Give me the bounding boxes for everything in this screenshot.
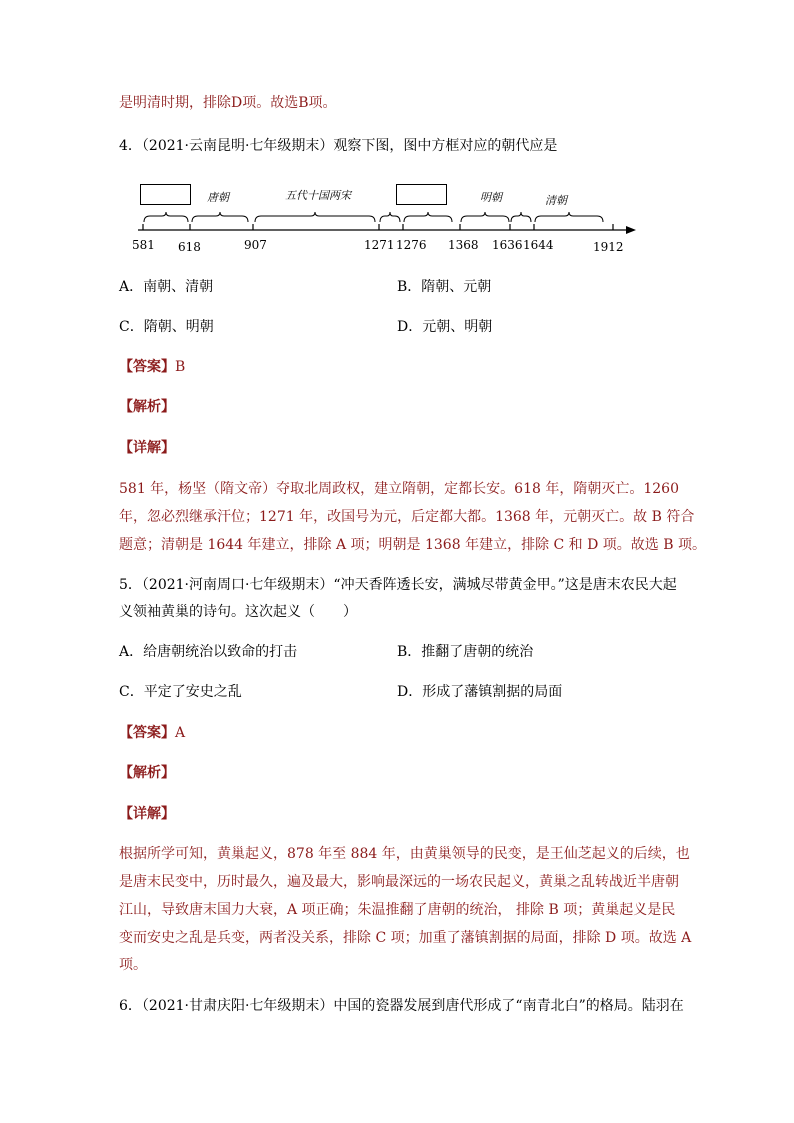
timeline-ticks: [143, 224, 613, 230]
year-1912: 1912: [593, 240, 624, 254]
label-ming: 明朝: [480, 191, 502, 204]
timeline-arrow: [626, 226, 636, 234]
year-618: 618: [178, 240, 201, 254]
q5-detail-line-1: 根据所学可知，黄巢起义，878 年至 884 年，由黄巢领导的民变，是王仙芝起义的后续，也: [119, 846, 690, 862]
q4-detail-line-3: 题意；清朝是 1644 年建立，排除 A 项；明朝是 1368 年建立，排除 C 和 D 项。故选 B 项。: [119, 537, 706, 553]
q5-answer-tag: 【答案】: [119, 725, 175, 741]
label-qing: 清朝: [545, 194, 567, 207]
year-907: 907: [244, 238, 267, 252]
year-1636: 1636: [492, 238, 523, 252]
question-5-stem-line-2: 义领袖黄巢的诗句。这次起义（ ）: [119, 604, 357, 620]
label-tang: 唐朝: [207, 191, 229, 204]
q4-detail-line-1: 581 年，杨坚（隋文帝）夺取北周政权，建立隋朝，定都长安。618 年，隋朝灭亡。1260: [119, 481, 679, 497]
year-1368: 1368: [448, 238, 479, 252]
q4-option-b: B．隋朝、元朝: [397, 279, 492, 295]
q4-answer: [119, 358, 185, 376]
q5-answer: [119, 724, 185, 742]
q5-detail-line-4: 变而安史之乱是兵变，两者没关系，排除 C 项；加重了藩镇割据的局面，排除 D 项。故选 A: [119, 930, 692, 946]
q4-option-c: C．隋朝、明朝: [119, 319, 214, 335]
label-wudai: 五代十国两宋: [285, 189, 351, 202]
previous-answer-tail: 是明清时期，排除D项。故选B项。: [119, 95, 337, 111]
q4-detail-line-2: 年，忽必烈继承汗位；1271 年，改国号为元，后定都大都。1368 年，元朝灭亡。故 B 符合: [119, 509, 695, 525]
q5-detail-line-2: 是唐末民变中，历时最久，遍及最大，影响最深远的一场农民起义，黄巢之乱转战近半唐朝: [119, 874, 679, 890]
q4-detail-tag: 【详解】: [119, 440, 175, 456]
q5-answer-value: A: [175, 725, 186, 741]
q5-option-c: C．平定了安史之乱: [119, 684, 242, 700]
question-6-stem: 6．（2021·甘肃庆阳·七年级期末）中国的瓷器发展到唐代形成了“南青北白”的格局。陆羽在: [119, 998, 684, 1014]
question-4-stem: 4．（2021·云南昆明·七年级期末）观察下图，图中方框对应的朝代应是: [119, 138, 558, 154]
q5-detail-line-5: 项。: [119, 957, 147, 973]
q5-analysis-tag: 【解析】: [119, 765, 175, 781]
q4-answer-value: B: [175, 359, 186, 375]
timeline-braces: [144, 212, 603, 222]
timeline-svg: [0, 0, 794, 270]
q5-option-b: B．推翻了唐朝的统治: [397, 644, 534, 660]
year-581: 581: [132, 238, 155, 252]
question-5-stem-line-1: 5．（2021·河南周口·七年级期末）“冲天香阵透长安，满城尽带黄金甲。”这是唐末农民大起: [119, 577, 677, 593]
q5-option-a: A．给唐朝统治以致命的打击: [119, 644, 298, 660]
year-1276: 1276: [396, 238, 427, 252]
q4-option-d: D．元朝、明朝: [397, 319, 493, 335]
q5-detail-tag: 【详解】: [119, 806, 175, 822]
q4-answer-tag: 【答案】: [119, 359, 175, 375]
q5-detail-line-3: 江山，导致唐末国力大衰，A 项正确；朱温推翻了唐朝的统治， 排除 B 项；黄巢起义是民: [119, 902, 676, 918]
q5-option-d: D．形成了藩镇割据的局面: [397, 684, 563, 700]
year-1644: 1644: [523, 238, 554, 252]
year-1271: 1271: [364, 238, 395, 252]
q4-option-a: A．南朝、清朝: [119, 279, 214, 295]
q4-analysis-tag: 【解析】: [119, 399, 175, 415]
